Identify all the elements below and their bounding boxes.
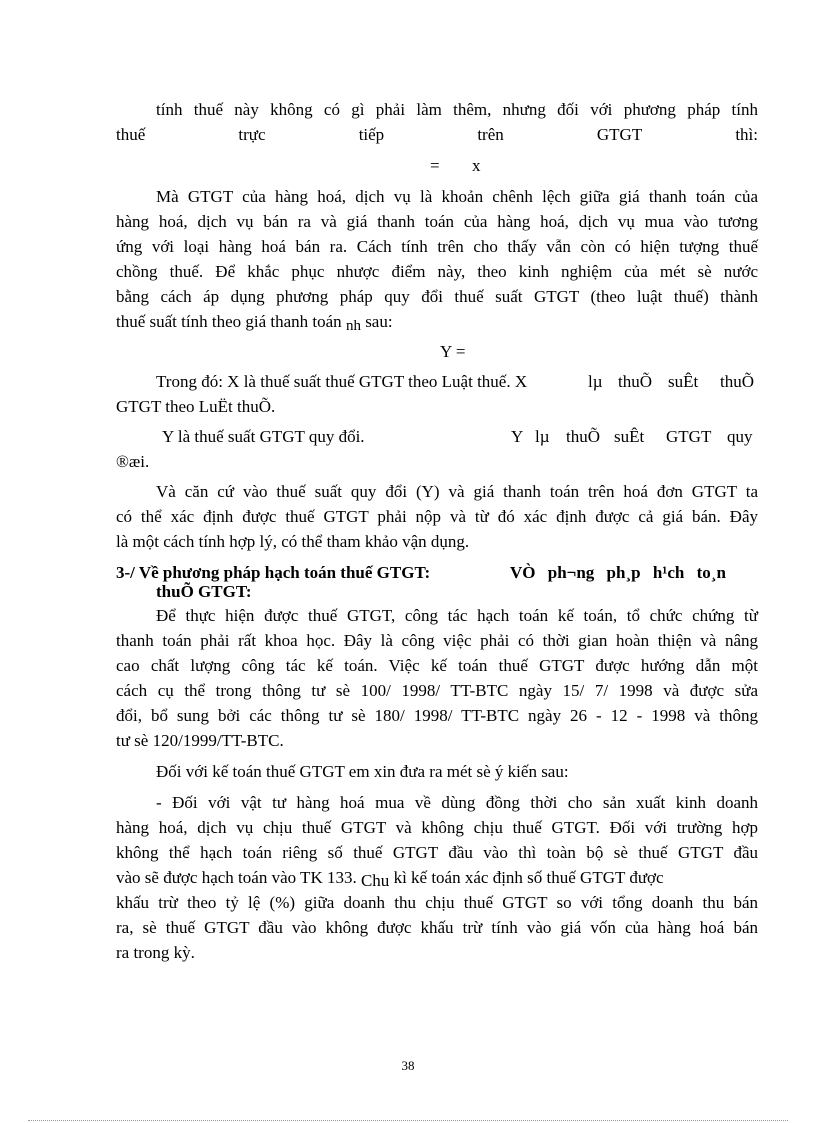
text-line: là một cách tính hợp lý, có thể tham khảo vận dụng. [116, 532, 470, 551]
text-line: thanh toán phải rất khoa học. Đây là công việc phải có thời gian hoàn thiện và nâng [116, 631, 758, 650]
text-line: ra, sè thuế GTGT đầu vào không được khấu trừ tính vào giá vốn của hàng hoá bán [116, 918, 758, 937]
text-span: vào sẽ được hạch toán vào TK 133. [116, 868, 357, 887]
text-line: Để thực hiện được thuế GTGT, công tác hạch toán kế toán, tổ chức chứng từ [156, 606, 758, 625]
word: quy [727, 427, 753, 446]
word: Y [511, 427, 524, 446]
word: trực [238, 125, 266, 144]
word: thuÕ [618, 372, 652, 391]
text-line: tư sè 120/1999/TT-BTC. [116, 731, 284, 750]
formula-y: Y = [440, 342, 466, 361]
page-number: 38 [401, 1058, 415, 1073]
text-line: không thể hạch toán riêng số thuế GTGT đầu vào thì toàn bộ sè thuế GTGT đầu [116, 843, 758, 862]
word: suÊt [668, 372, 699, 391]
word: GTGT [666, 427, 712, 446]
text-line: ®æi. [116, 452, 150, 471]
text-line [116, 123, 758, 147]
text-line [116, 866, 758, 890]
text-line: cao chất lượng công tác kế toán. Việc kế toán thuế GTGT được hướng dẫn một [116, 656, 758, 675]
section-heading: thuÕ GTGT: [156, 582, 252, 601]
text-line: khấu trừ theo tỷ lệ (%) giữa doanh thu chịu thuế GTGT so với tổng doanh thu bán [116, 893, 758, 912]
text-span: Trong đó: X là thuế suất thuế GTGT theo Luật thuế. X [156, 372, 528, 391]
word: lµ [588, 372, 603, 391]
text-line: ứng với loại hàng hoá bán ra. Cách tính trên cho thấy vẫn còn có hiện tượng thuế [116, 237, 758, 256]
word: trên [477, 125, 504, 144]
text-line [162, 425, 758, 449]
formula-equals: = [430, 156, 440, 175]
text-line: hàng hoá, dịch vụ bán ra và giá thanh toán của hàng hoá, dịch vụ mua vào tương [116, 212, 758, 231]
text-line: Mà GTGT của hàng hoá, dịch vụ là khoản chênh lệch giữa giá thanh toán của [156, 187, 758, 206]
text-span: kì kế toán xác định số thuế GTGT được [393, 868, 664, 887]
footer-divider [28, 1120, 788, 1121]
text-line [156, 370, 758, 394]
text-line: tính thuế này không có gì phải làm thêm, nhưng đối với phương pháp tính [156, 100, 758, 119]
word: lµ [535, 427, 550, 446]
heading-text: VÒ ph¬ng ph¸p h¹ch to¸n [510, 563, 726, 582]
word: GTGT [596, 125, 643, 144]
word: thì: [735, 125, 758, 144]
text-line: hàng hoá, dịch vụ chịu thuế GTGT và không chịu thuế GTGT. Đối với trường hợp [116, 818, 758, 837]
text-line: đổi, bổ sung bởi các thông tư sè 180/ 1998/ TT-BTC ngày 26 - 12 - 1998 và thông [116, 706, 758, 725]
text-line: GTGT theo LuËt thuÕ. [116, 397, 276, 416]
text-line: cách cụ thể trong thông tư sè 100/ 1998/ TT-BTC ngày 15/ 7/ 1998 và được sửa [116, 681, 758, 700]
heading-text: 3-/ Về phương pháp hạch toán thuế GTGT: [116, 563, 431, 582]
word: thuế [116, 125, 146, 144]
text-span: thuế suất tính theo giá thanh toán [116, 312, 342, 331]
text-line: Đối với kế toán thuế GTGT em xin đưa ra mét sè ý kiến sau: [156, 762, 569, 781]
text-line: bằng cách áp dụng phương pháp quy đổi thuế suất GTGT (theo luật thuế) thành [116, 287, 758, 306]
text-line: ra trong kỳ. [116, 943, 195, 962]
formula-times: x [472, 156, 481, 175]
text-fragment: nh [345, 318, 361, 334]
word: suÊt [614, 427, 645, 446]
word: thuÕ [720, 372, 754, 391]
text-line: chồng thuế. Để khắc phục nhược điểm này, theo kinh nghiệm của mét sè nước [116, 262, 758, 281]
text-line: có thể xác định được thuế GTGT phải nộp và từ đó xác định được cả giá bán. Đây [116, 507, 758, 526]
text-line: Và căn cứ vào thuế suất quy đổi (Y) và giá thanh toán trên hoá đơn GTGT ta [156, 482, 758, 501]
text-span: Y là thuế suất GTGT quy đổi. [162, 427, 365, 446]
text-line: - Đối với vật tư hàng hoá mua về dùng đồng thời cho sản xuất kinh doanh [156, 793, 758, 812]
text-fragment: Chu [360, 871, 390, 890]
word: tiếp [358, 125, 385, 144]
text-span: sau: [365, 312, 393, 331]
word: thuÕ [566, 427, 600, 446]
text-line [116, 310, 758, 334]
